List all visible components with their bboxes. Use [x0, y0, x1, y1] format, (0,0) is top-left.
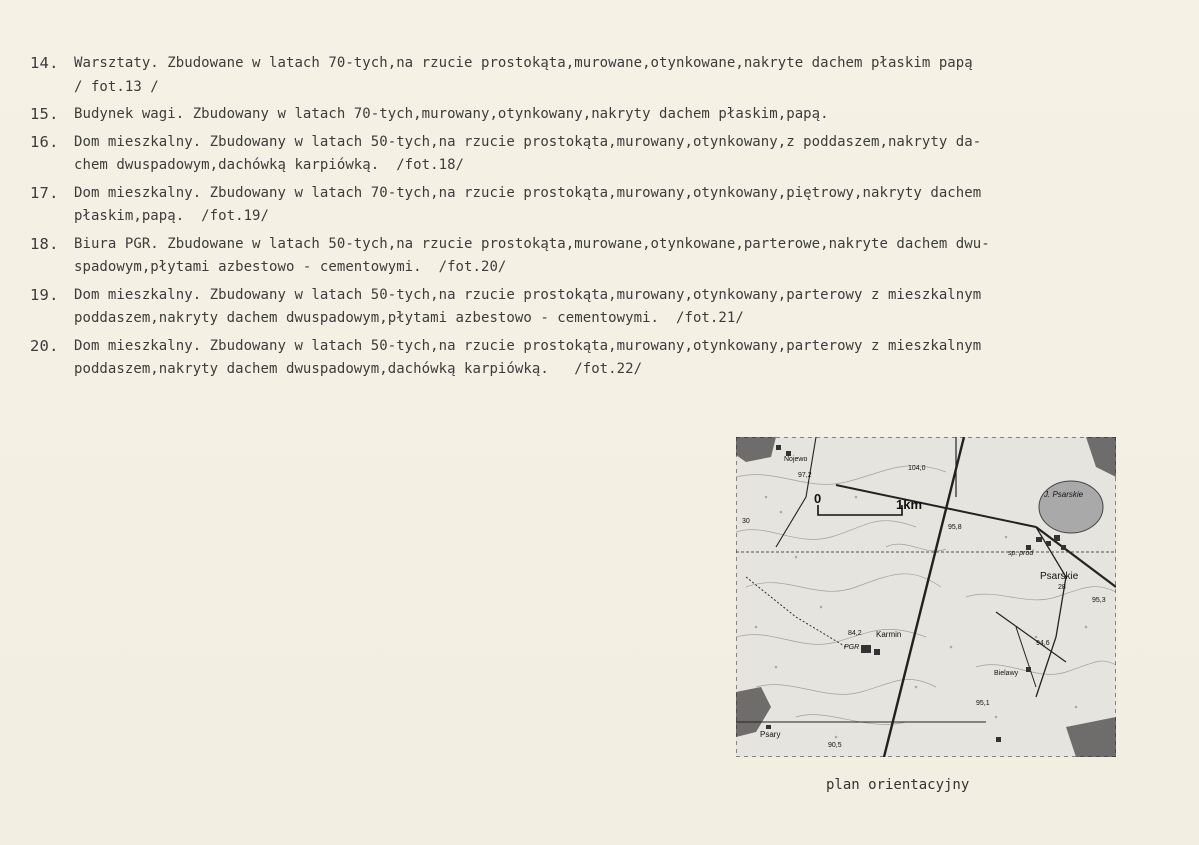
- list-item: [30, 233, 1190, 280]
- item-text-line: Dom mieszkalny. Zbudowany w latach 50-tych,na rzucie prostokąta,murowany,otynkowany,parterowy z mieszkalnym: [74, 337, 982, 354]
- list-item: [30, 131, 1190, 178]
- orientation-map: [736, 437, 1116, 757]
- item-text-line: Warsztaty. Zbudowane w latach 70-tych,na rzucie prostokąta,murowane,otynkowane,nakryte dachem płaskim papą: [74, 55, 973, 71]
- item-text-line: poddaszem,nakryty dachem dwuspadowym,płytami azbestowo - cementowymi. /fot.21/: [74, 310, 744, 326]
- map-label-30: 30: [742, 518, 750, 525]
- list-item: [30, 335, 1190, 382]
- item-text-line: spadowym,płytami azbestowo - cementowymi. /fot.20/: [74, 259, 507, 275]
- map-elev-95-3: 95,3: [1092, 597, 1106, 604]
- item-text-line: / fot.13 /: [74, 78, 159, 95]
- map-caption: plan orientacyjny: [826, 777, 970, 793]
- list-item: [30, 182, 1190, 229]
- list-item: [30, 52, 1190, 99]
- item-text-line: poddaszem,nakryty dachem dwuspadowym,dachówką karpiówką. /fot.22/: [74, 361, 643, 377]
- map-label-sp-prod: sp. prod: [1008, 550, 1034, 557]
- item-text-line: płaskim,papą. /fot.19/: [74, 208, 270, 224]
- map-elev-95-8: 95,8: [948, 524, 962, 531]
- list-item: [30, 284, 1190, 331]
- item-number: 16.: [30, 132, 59, 151]
- item-text-line: Dom mieszkalny. Zbudowany w latach 70-tych,na rzucie prostokąta,murowany,otynkowany,piętrowy,nakryty dachem: [74, 184, 982, 201]
- map-elev-90-5: 90,5: [828, 742, 842, 749]
- list-item: [30, 103, 1190, 127]
- map-elev-84-2: 84,2: [848, 630, 862, 637]
- map-scale-zero: 0: [814, 491, 822, 506]
- map-label-nojewo: Nojewo: [784, 456, 808, 463]
- map-elev-95-1: 95,1: [976, 700, 990, 707]
- item-number: 20.: [30, 336, 59, 355]
- item-number: 14.: [30, 54, 59, 72]
- map-drawing: [736, 437, 1116, 757]
- map-label-lake: J. Psarskie: [1044, 490, 1084, 499]
- item-text-line: Dom mieszkalny. Zbudowany w latach 50-tych,na rzucie prostokąta,murowany,otynkowany,z poddaszem,nakryty da-: [74, 133, 982, 150]
- item-number: 15.: [30, 105, 59, 123]
- map-label-28: 28: [1058, 584, 1066, 591]
- item-number: 19.: [30, 285, 59, 304]
- item-text-line: Dom mieszkalny. Zbudowany w latach 50-tych,na rzucie prostokąta,murowany,otynkowany,parterowy z mieszkalnym: [74, 286, 982, 303]
- map-label-belawy: Bielawy: [994, 670, 1019, 677]
- item-number: 18.: [30, 234, 59, 253]
- item-text-line: Budynek wagi. Zbudowany w latach 70-tych,murowany,otynkowany,nakryty dachem płaskim,papą.: [74, 106, 829, 122]
- building-list: [30, 52, 1190, 386]
- map-label-karmin: Karmin: [876, 630, 902, 639]
- map-label-psary: Psary: [760, 730, 781, 739]
- item-text-line: Biura PGR. Zbudowane w latach 50-tych,na rzucie prostokąta,murowane,otynkowane,parterowe,nakryte dachem dwu-: [74, 235, 990, 252]
- map-scale-km: 1km: [896, 497, 923, 512]
- item-text-line: chem dwuspadowym,dachówką karpiówką. /fot.18/: [74, 157, 465, 173]
- map-elev-104: 104,0: [908, 465, 926, 472]
- map-elev-94-6: 94,6: [1036, 640, 1050, 647]
- map-elev-97: 97,2: [798, 472, 812, 479]
- map-label-pgr: PGR: [844, 644, 860, 651]
- item-number: 17.: [30, 183, 59, 202]
- map-label-town: Psarskie: [1040, 571, 1079, 582]
